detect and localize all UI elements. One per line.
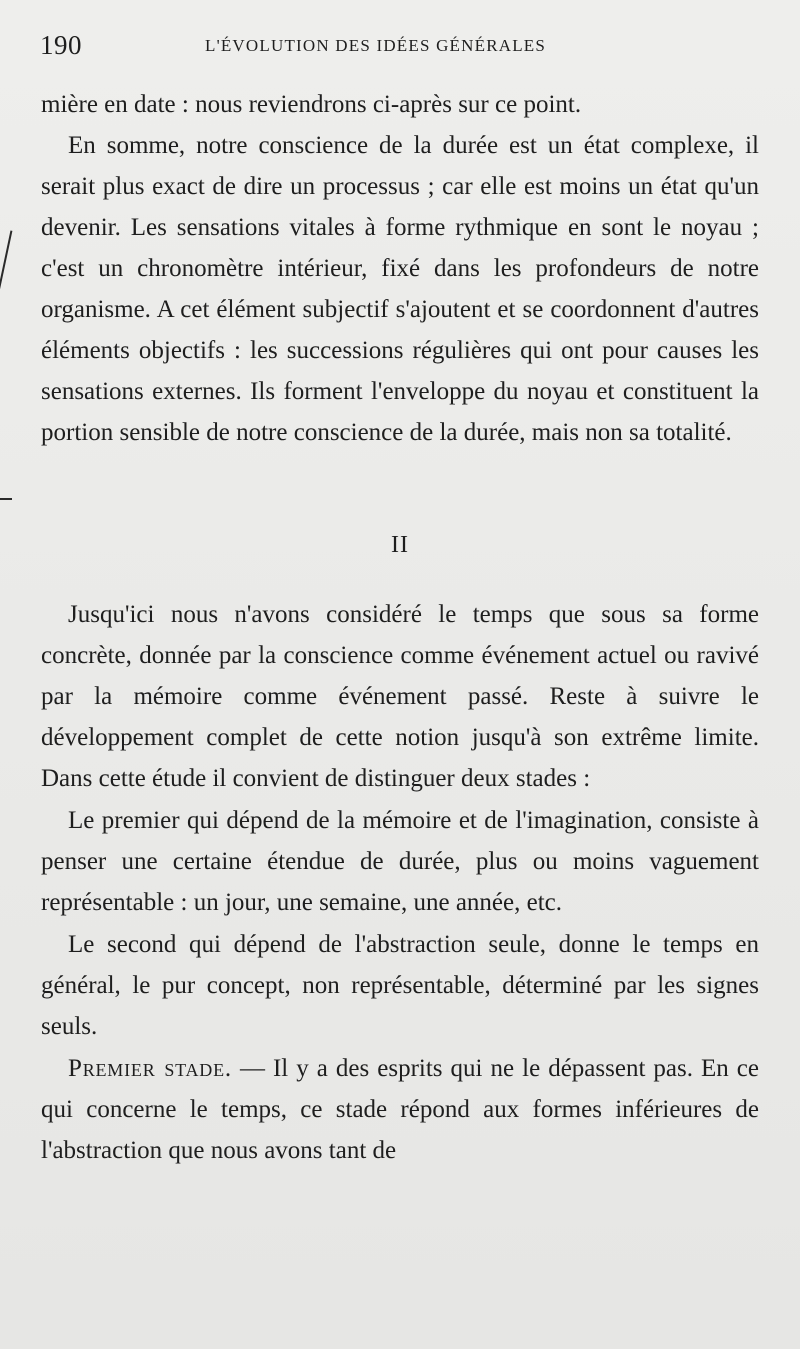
paragraph: Le second qui dépend de l'abstraction seule, donne le temps en général, le pur concept, non représentable, déterminé par les signes seuls. <box>41 931 759 1040</box>
page-header <box>40 30 760 66</box>
paragraph-continued: mière en date : nous reviendrons ci-après sur ce point. <box>41 91 582 118</box>
margin-pencil-mark <box>0 498 12 500</box>
paragraph: En somme, notre conscience de la durée est un état complexe, il serait plus exact de dire un processus ; car elle est moins un état qu'un devenir. Les sensations vitales à forme rythmique en sont le noyau ; c'est un chronomètre intérieur, fixé dans les profondeurs de notre organisme. A cet élément subjectif s'ajoutent et se coordonnent d'autres éléments objectifs : les successions régulières qui ont pour causes les sensations externes. Ils forment l'enveloppe du noyau et constituent la portion sensible de notre conscience de la durée, mais non sa totalité. <box>41 132 759 446</box>
paragraph <box>41 1048 759 1171</box>
page-body <box>41 84 759 1171</box>
margin-pencil-mark <box>0 230 12 291</box>
paragraph: Le premier qui dépend de la mémoire et de l'imagination, consiste à penser une certaine étendue de durée, plus ou moins vaguement représentable : un jour, une semaine, une année, etc. <box>41 807 759 916</box>
running-title: L'ÉVOLUTION DES IDÉES GÉNÉRALES <box>205 36 547 55</box>
stage-text: — Il y a des esprits qui ne le dépassent pas. En ce qui concerne le temps, ce stade répond aux formes inférieures de l'abstraction que nous avons tant de <box>41 1055 759 1164</box>
paragraph: Jusqu'ici nous n'avons considéré le temps que sous sa forme concrète, donnée par la conscience comme événement actuel ou ravivé par la mémoire comme événement passé. Reste à suivre le développement complet de cette notion jusqu'à son extrême limite. Dans cette étude il convient de distinguer deux stades : <box>41 601 759 792</box>
stage-label: Premier stade. <box>68 1055 232 1082</box>
section-heading: II <box>391 532 409 558</box>
page-number: 190 <box>40 30 82 60</box>
